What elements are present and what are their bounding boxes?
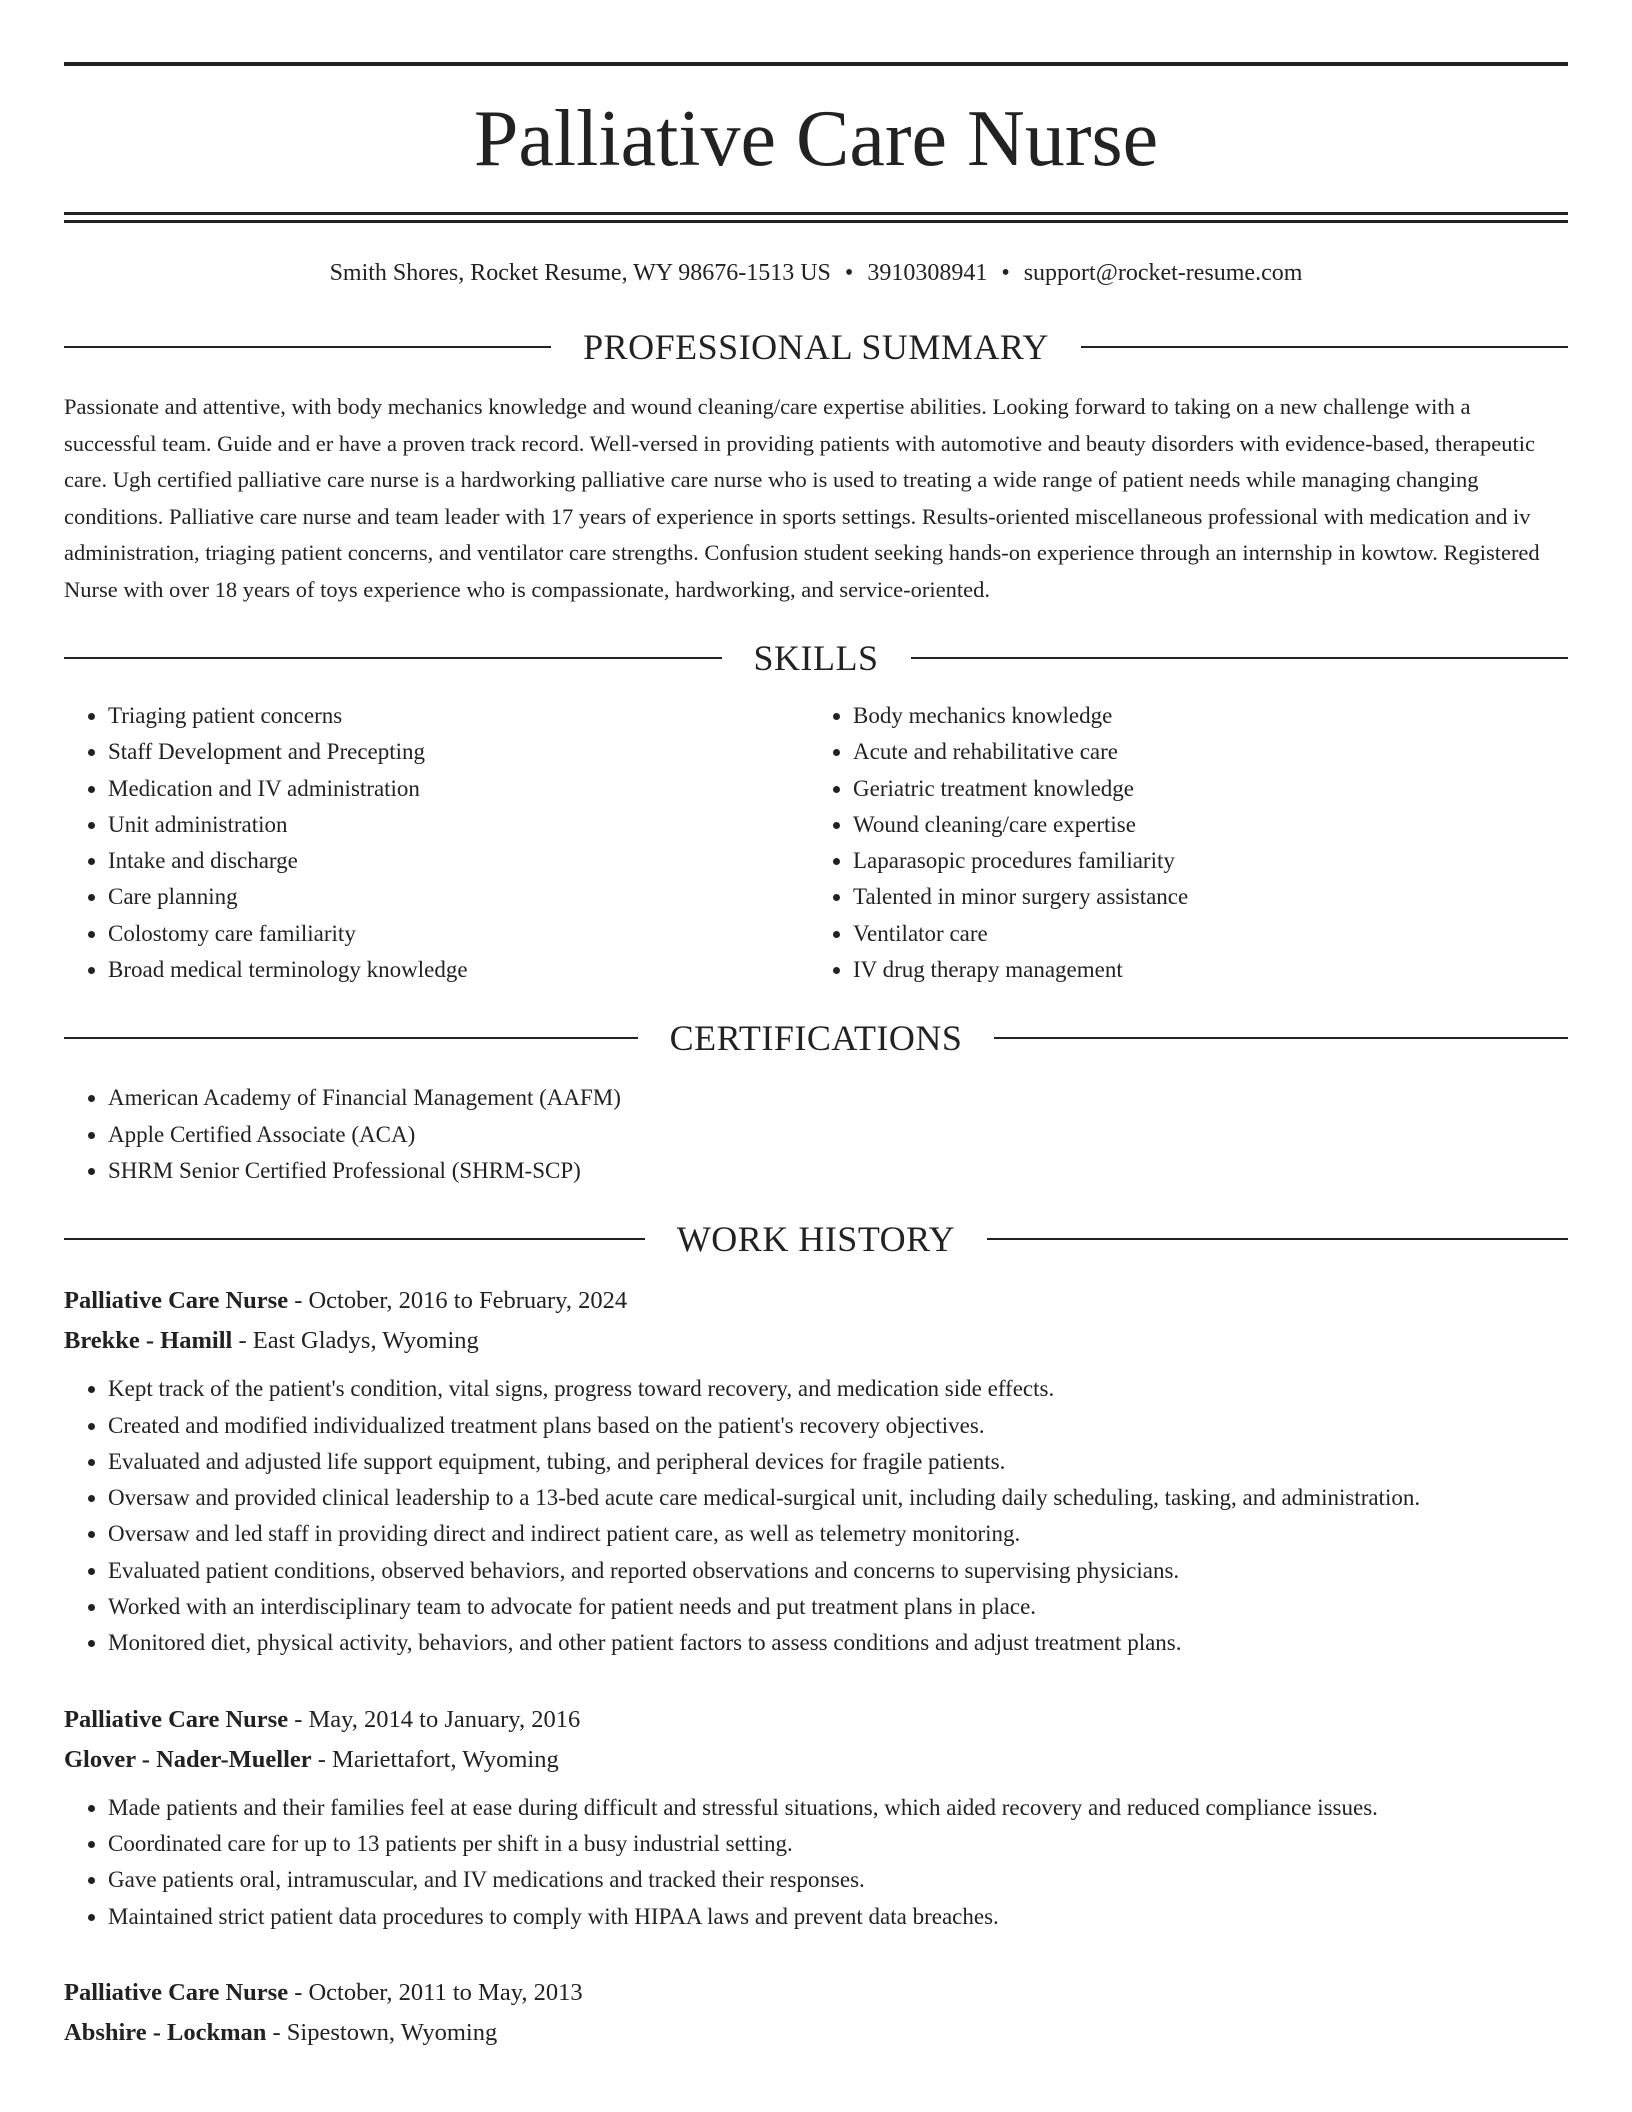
job-entry bbox=[64, 1700, 1568, 1935]
list-item: • Acute and rehabilitative care bbox=[853, 734, 1568, 770]
work-history-title: WORK HISTORY bbox=[676, 1219, 956, 1260]
list-item: • Monitored diet, physical activity, behaviors, and other patient factors to assess conditions and adjust treatment plans. bbox=[108, 1625, 1568, 1661]
job-dates: - October, 2016 to February, 2024 bbox=[288, 1287, 628, 1315]
skills-column-left bbox=[64, 698, 816, 988]
certifications-title: CERTIFICATIONS bbox=[669, 1018, 963, 1059]
double-rule bbox=[64, 212, 1568, 223]
list-item: • Gave patients oral, intramuscular, and IV medications and tracked their responses. bbox=[108, 1862, 1568, 1898]
job-employer-line bbox=[64, 1321, 1568, 1361]
top-rule bbox=[64, 62, 1568, 66]
heading-rule bbox=[64, 346, 551, 348]
heading-rule bbox=[994, 1037, 1568, 1039]
job-dates: - May, 2014 to January, 2016 bbox=[288, 1705, 581, 1733]
heading-rule bbox=[987, 1238, 1568, 1240]
list-item: • Created and modified individualized treatment plans based on the patient's recovery objectives. bbox=[108, 1408, 1568, 1444]
job-duties bbox=[64, 1790, 1568, 1935]
contact-line bbox=[64, 257, 1568, 289]
certifications-list bbox=[64, 1080, 1568, 1189]
list-item: • Staff Development and Precepting bbox=[108, 734, 816, 770]
list-item: • IV drug therapy management bbox=[853, 952, 1568, 988]
job-location: - Mariettafort, Wyoming bbox=[311, 1745, 559, 1773]
job-employer-line bbox=[64, 1740, 1568, 1780]
list-item: • SHRM Senior Certified Professional (SHRM-SCP) bbox=[108, 1153, 1568, 1189]
list-item: • Maintained strict patient data procedures to comply with HIPAA laws and prevent data breaches. bbox=[108, 1899, 1568, 1935]
summary-heading bbox=[64, 327, 1568, 367]
job-title-line bbox=[64, 1700, 1568, 1740]
job-location: - East Gladys, Wyoming bbox=[232, 1327, 479, 1355]
work-history-heading bbox=[64, 1219, 1568, 1259]
job-employer-line bbox=[64, 2013, 1568, 2053]
list-item: • Coordinated care for up to 13 patients per shift in a busy industrial setting. bbox=[108, 1826, 1568, 1862]
certifications-heading bbox=[64, 1018, 1568, 1058]
list-item: • Oversaw and led staff in providing direct and indirect patient care, as well as telemetry monitoring. bbox=[108, 1516, 1568, 1552]
list-item: • Wound cleaning/care expertise bbox=[853, 807, 1568, 843]
job-employer: Abshire - Lockman bbox=[64, 2018, 267, 2046]
list-item: • Body mechanics knowledge bbox=[853, 698, 1568, 734]
contact-phone: 3910308941 bbox=[867, 260, 988, 286]
list-item: • Ventilator care bbox=[853, 916, 1568, 952]
list-item: • Laparasopic procedures familiarity bbox=[853, 843, 1568, 879]
list-item: • Evaluated and adjusted life support equipment, tubing, and peripheral devices for fragile patients. bbox=[108, 1444, 1568, 1480]
heading-rule bbox=[1081, 346, 1568, 348]
list-item: • Geriatric treatment knowledge bbox=[853, 771, 1568, 807]
job-title-line bbox=[64, 1973, 1568, 2013]
heading-rule bbox=[64, 1238, 645, 1240]
contact-address: Smith Shores, Rocket Resume, WY 98676-1513 US bbox=[329, 260, 831, 286]
candidate-name: Palliative Care Nurse bbox=[473, 95, 1159, 183]
skills-title: SKILLS bbox=[753, 638, 879, 678]
job-location: - Sipestown, Wyoming bbox=[266, 2018, 498, 2046]
list-item: • Colostomy care familiarity bbox=[108, 916, 816, 952]
job-title: Palliative Care Nurse bbox=[64, 1978, 289, 2006]
list-item: • Intake and discharge bbox=[108, 843, 816, 879]
contact-separator: • bbox=[844, 260, 854, 286]
list-item: • Made patients and their families feel at ease during difficult and stressful situations, which aided recovery and reduced compliance issues. bbox=[108, 1790, 1568, 1826]
job-employer: Brekke - Hamill bbox=[64, 1327, 233, 1355]
skills-heading bbox=[64, 638, 1568, 678]
list-item: • Talented in minor surgery assistance bbox=[853, 879, 1568, 915]
list-item: • Apple Certified Associate (ACA) bbox=[108, 1117, 1568, 1153]
contact-email: support@rocket-resume.com bbox=[1023, 260, 1303, 286]
skills-column-right bbox=[816, 698, 1568, 988]
list-item: • Worked with an interdisciplinary team to advocate for patient needs and put treatment plans in place. bbox=[108, 1589, 1568, 1625]
list-item: • Unit administration bbox=[108, 807, 816, 843]
heading-rule bbox=[64, 657, 722, 659]
list-item: • Medication and IV administration bbox=[108, 771, 816, 807]
summary-title: PROFESSIONAL SUMMARY bbox=[583, 327, 1049, 367]
job-entry bbox=[64, 1973, 1568, 2053]
list-item: • Triaging patient concerns bbox=[108, 698, 816, 734]
work-history-list bbox=[64, 1281, 1568, 2053]
job-duties bbox=[64, 1371, 1568, 1661]
summary-text: Passionate and attentive, with body mechanics knowledge and wound cleaning/care expertise abilities. Looking forward to taking on a new challenge with a successful team. Guide and er have a proven track record. Well-versed in providing patients with automotive and beauty disorders with evidence-based, therapeutic care. Ugh certified palliative care nurse is a hardworking palliative care nurse who is used to treating a wide range of patient needs while managing changing conditions. Palliative care nurse and team leader with 17 years of experience in sports settings. Results-oriented miscellaneous professional with medication and iv administration, triaging patient concerns, and ventilator care strengths. Confusion student seeking hands-on experience through an internship in kowtow. Registered Nurse with over 18 years of toys experience who is compassionate, hardworking, and service-oriented. bbox=[64, 394, 1540, 602]
job-employer: Glover - Nader-Mueller bbox=[64, 1745, 312, 1773]
list-item: • Kept track of the patient's condition, vital signs, progress toward recovery, and medication side effects. bbox=[108, 1371, 1568, 1407]
list-item: • American Academy of Financial Management (AAFM) bbox=[108, 1080, 1568, 1116]
contact-separator: • bbox=[1001, 260, 1010, 286]
job-title: Palliative Care Nurse bbox=[64, 1705, 289, 1733]
list-item: • Broad medical terminology knowledge bbox=[108, 952, 816, 988]
list-item: • Care planning bbox=[108, 879, 816, 915]
heading-rule bbox=[64, 1037, 638, 1039]
job-dates: - October, 2011 to May, 2013 bbox=[288, 1978, 583, 2006]
job-title: Palliative Care Nurse bbox=[64, 1287, 289, 1315]
job-title-line bbox=[64, 1281, 1568, 1321]
list-item: • Oversaw and provided clinical leadership to a 13-bed acute care medical-surgical unit, including daily scheduling, tasking, and administration. bbox=[108, 1480, 1568, 1516]
job-entry bbox=[64, 1281, 1568, 1661]
heading-rule bbox=[911, 657, 1569, 659]
skills-list bbox=[64, 698, 1568, 988]
list-item: • Evaluated patient conditions, observed behaviors, and reported observations and concerns to supervising physicians. bbox=[108, 1553, 1568, 1589]
